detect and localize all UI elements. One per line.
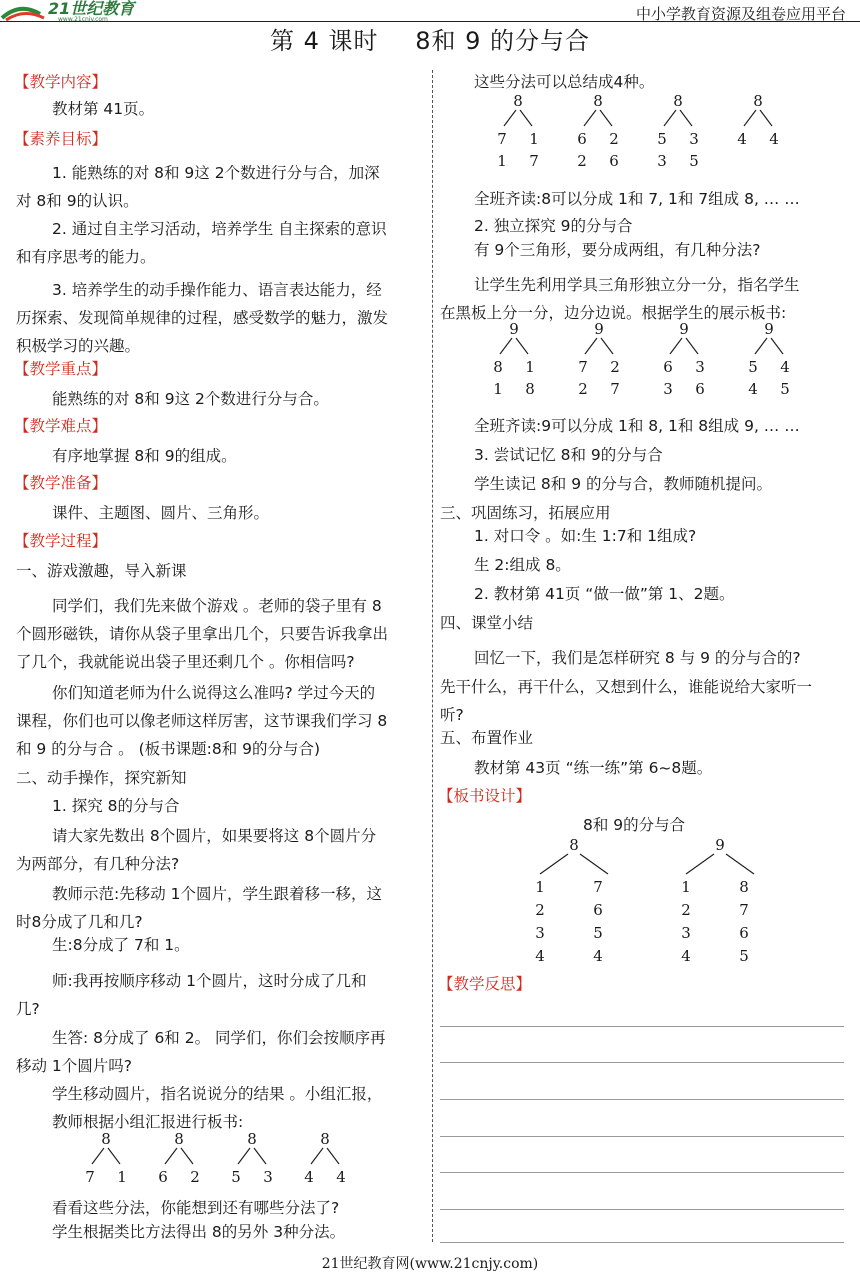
p2-e-line-2: 移动 1个圆片吗?: [16, 1057, 133, 1075]
tree-part-number: 2: [578, 380, 588, 398]
section-process: 【教学过程】: [14, 532, 108, 550]
tree-top-number: 8: [753, 94, 763, 110]
tree-part-number: 4: [769, 130, 779, 148]
tree-part-number: 1: [493, 380, 503, 398]
platform-name: 中小学教育资源及组卷应用平台: [635, 5, 846, 23]
tree-part-number: 5: [780, 380, 790, 398]
nine-split-diagram: [490, 322, 800, 402]
tree-branch: [181, 1148, 193, 1164]
header-rule: [0, 21, 860, 22]
goal-2-line-1: 2. 通过自主学习活动，培养学生 自主探索的意识: [52, 220, 387, 238]
lesson-number: 第 4 课时: [270, 27, 379, 55]
tree-part-number: 5: [657, 130, 667, 148]
page-title: [0, 26, 860, 56]
tree-part-number: 3: [263, 1168, 273, 1186]
r-summary-q-line-1: 回忆一下，我们是怎样研究 8 与 9 的分与合的?: [474, 649, 801, 667]
board-title: 8和 9的分与合: [583, 816, 686, 834]
r-step-2: 2. 独立探究 9的分与合: [474, 217, 633, 235]
board-left-number: 3: [535, 924, 545, 942]
r-read-9: 全班齐读:9可以分成 1和 8, 1和 8组成 9, … …: [474, 417, 800, 435]
tree-branch: [580, 854, 608, 874]
p1-a-line-1: 同学们，我们先来做个游戏 。老师的袋子里有 8: [52, 597, 382, 615]
tree-part-number: 6: [577, 130, 587, 148]
tree-branch: [755, 338, 767, 354]
reflection-line: [440, 1062, 844, 1063]
tree-top-number: 8: [513, 94, 523, 110]
tree-part-number: 4: [336, 1168, 346, 1186]
r-drill-1: 1. 对口令 。如:生 1:7和 1组成?: [474, 527, 697, 545]
board-right-number: 4: [593, 947, 603, 965]
tree-branch: [238, 1148, 250, 1164]
tree-part-number: 5: [231, 1168, 241, 1186]
tree-part-number: 1: [117, 1168, 127, 1186]
tree-branch: [516, 338, 528, 354]
p2-g-line: 看看这些分法，你能想到还有哪些分法了?: [52, 1199, 340, 1217]
tree-part-number: 3: [663, 380, 673, 398]
tree-part-number: 8: [493, 358, 503, 376]
tree-top-number: 8: [101, 1132, 111, 1148]
tree-top-number: 8: [593, 94, 603, 110]
difficulty-text: 有序地掌握 8和 9的组成。: [52, 447, 237, 465]
tree-part-number: 7: [610, 380, 620, 398]
tree-part-number: 4: [304, 1168, 314, 1186]
p1-b-line-1: 你们知道老师为什么说得这么准吗? 学过今天的: [52, 684, 376, 702]
p2-subheading: 1. 探究 8的分与合: [52, 797, 180, 815]
logo-text: 21世纪教育: [48, 0, 135, 18]
section-difficulty: 【教学难点】: [14, 417, 108, 435]
tree-top-number: 8: [247, 1132, 257, 1148]
board-left-number: 1: [535, 878, 545, 896]
tree-branch: [744, 110, 756, 126]
tree-branch: [108, 1148, 120, 1164]
tree-part-number: 5: [748, 358, 758, 376]
goal-3-line-3: 积极学习的兴趣。: [16, 337, 141, 355]
eight-split-diagram: [494, 94, 794, 176]
board-left-number: 3: [681, 924, 691, 942]
goal-2-line-2: 和有序思考的能力。: [16, 248, 156, 266]
tree-part-number: 6: [663, 358, 673, 376]
section-reflection: 【教学反思】: [438, 975, 532, 993]
goal-1-line-1: 1. 能熟练的对 8和 9这 2个数进行分与合，加深: [52, 164, 380, 182]
goal-3-line-2: 历探索、发现简单规律的过程，感受数学的魅力，激发: [16, 309, 389, 327]
tree-top-number: 9: [764, 322, 774, 338]
r-memorize: 学生读记 8和 9 的分与合，教师随机提问。: [474, 475, 773, 493]
reflection-line: [440, 1136, 844, 1137]
r-read-8: 全班齐读:8可以分成 1和 7, 1和 7组成 8, … …: [474, 190, 800, 208]
logo-url: www.21cnjy.com: [58, 16, 108, 22]
tree-part-number: 2: [190, 1168, 200, 1186]
p2-a-line-2: 为两部分，有几种分法?: [16, 855, 180, 873]
column-divider: [432, 70, 433, 1242]
p2-h-line: 学生根据类比方法得出 8的另外 3种分法。: [52, 1223, 346, 1241]
tree-top-number: 9: [594, 322, 604, 338]
tree-part-number: 4: [780, 358, 790, 376]
r-summary-q-line-3: 听?: [440, 706, 464, 724]
tree-top-number: 8: [673, 94, 683, 110]
reflection-line: [440, 1172, 844, 1173]
tree-part-number: 5: [689, 152, 699, 170]
p2-d-line-1: 师:我再按顺序移动 1个圆片，这时分成了几和: [52, 972, 367, 990]
tree-branch: [601, 338, 613, 354]
part-3-heading: 三、巩固练习，拓展应用: [440, 504, 611, 522]
p2-f-line-1: 学生移动圆片，指名说说分的结果 。小组汇报，: [52, 1085, 383, 1103]
tree-branch: [311, 1148, 323, 1164]
p2-d-line-2: 几?: [16, 1000, 40, 1018]
r-text-5-line-1: 让学生先利用学具三角形独立分一分，指名学生: [474, 276, 800, 294]
board-top-number: 9: [715, 836, 725, 854]
part-1-heading: 一、游戏激趣，导入新课: [16, 562, 187, 580]
p2-e-line-1: 生答: 8分成了 6和 2。 同学们，你们会按顺序再: [52, 1029, 386, 1047]
board-eight-tree: [520, 836, 630, 966]
tree-part-number: 3: [657, 152, 667, 170]
reflection-line: [440, 1026, 844, 1027]
section-board: 【板书设计】: [438, 787, 532, 805]
tree-part-number: 7: [497, 130, 507, 148]
board-left-number: 4: [681, 947, 691, 965]
tree-part-number: 6: [609, 152, 619, 170]
tree-part-number: 7: [85, 1168, 95, 1186]
p1-b-line-2: 课程，你们也可以像老师这样厉害，这节课我们学习 8: [16, 712, 388, 730]
tree-branch: [254, 1148, 266, 1164]
prep-text: 课件、主题图、圆片、三角形。: [52, 504, 270, 522]
tree-branch: [540, 854, 568, 874]
p2-f-line-2: 教师根据小组汇报进行板书:: [52, 1113, 244, 1131]
p2-c-line: 生:8分成了 7和 1。: [52, 936, 190, 954]
tree-part-number: 1: [529, 130, 539, 148]
board-nine-tree: [666, 836, 776, 966]
board-top-number: 8: [569, 836, 579, 854]
p2-b-line-1: 教师示范:先移动 1个圆片，学生跟着移一移，这: [52, 885, 383, 903]
tree-branch: [500, 338, 512, 354]
board-left-number: 2: [535, 901, 545, 919]
part-2-heading: 二、动手操作，探究新知: [16, 769, 187, 787]
r-summary-q-line-2: 先干什么，再干什么，又想到什么，谁能说给大家听一: [440, 678, 813, 696]
tree-part-number: 2: [609, 130, 619, 148]
p1-b-line-3: 和 9 的分与合 。 (板书课题:8和 9的分与合): [16, 740, 321, 758]
r-homework: 教材第 43页 “练一练”第 6~8题。: [474, 759, 713, 777]
board-right-number: 7: [739, 901, 749, 919]
board-left-number: 1: [681, 878, 691, 896]
reflection-line: [440, 1242, 844, 1243]
tree-part-number: 6: [695, 380, 705, 398]
lesson-topic: 8和 9 的分与合: [415, 27, 590, 55]
tree-branch: [327, 1148, 339, 1164]
tree-top-number: 9: [679, 322, 689, 338]
goal-1-line-2: 对 8和 9的认识。: [16, 192, 139, 210]
tree-part-number: 7: [578, 358, 588, 376]
tree-part-number: 4: [737, 130, 747, 148]
tree-top-number: 9: [509, 322, 519, 338]
section-prep: 【教学准备】: [14, 474, 108, 492]
tree-branch: [771, 338, 783, 354]
tree-branch: [760, 110, 772, 126]
key-text: 能熟练的对 8和 9这 2个数进行分与合。: [52, 390, 329, 408]
board-left-number: 2: [681, 901, 691, 919]
tree-part-number: 8: [525, 380, 535, 398]
section-content: 【教学内容】: [14, 73, 108, 91]
tree-branch: [670, 338, 682, 354]
r-exercise: 2. 教材第 41页 “做一做”第 1、2题。: [474, 585, 735, 603]
r-text-5-line-2: 在黑板上分一分，边分边说。根据学生的展示板书:: [440, 304, 787, 322]
tree-part-number: 2: [577, 152, 587, 170]
p1-a-line-2: 个圆形磁铁，请你从袋子里拿出几个，只要告诉我拿出: [16, 625, 389, 643]
board-right-number: 5: [593, 924, 603, 942]
tree-branch: [165, 1148, 177, 1164]
tree-part-number: 4: [748, 380, 758, 398]
tree-branch: [664, 110, 676, 126]
board-left-number: 4: [535, 947, 545, 965]
site-logo: [0, 0, 200, 22]
reflection-line: [440, 1209, 844, 1210]
p2-b-line-2: 时8分成了几和几?: [16, 913, 143, 931]
r-drill-2: 生 2:组成 8。: [474, 556, 571, 574]
tree-branch: [680, 110, 692, 126]
board-right-number: 6: [739, 924, 749, 942]
tree-part-number: 3: [689, 130, 699, 148]
tree-branch: [584, 110, 596, 126]
tree-part-number: 7: [529, 152, 539, 170]
board-right-number: 7: [593, 878, 603, 896]
reflection-line: [440, 1099, 844, 1100]
tree-part-number: 2: [610, 358, 620, 376]
r-step-3: 3. 尝试记忆 8和 9的分与合: [474, 446, 663, 464]
part-5-heading: 五、布置作业: [440, 729, 534, 747]
tree-top-number: 8: [320, 1132, 330, 1148]
board-right-number: 8: [739, 878, 749, 896]
content-text: 教材第 41页。: [52, 100, 155, 118]
tree-branch: [600, 110, 612, 126]
p1-a-line-3: 了几个，我就能说出袋子里还剩几个 。你相信吗?: [16, 653, 355, 671]
tree-branch: [504, 110, 516, 126]
section-key: 【教学重点】: [14, 360, 108, 378]
tree-part-number: 6: [158, 1168, 168, 1186]
tree-part-number: 1: [497, 152, 507, 170]
r-summary-line: 这些分法可以总结成4种。: [474, 73, 655, 91]
page-footer: 21世纪教育网(www.21cnjy.com): [321, 1256, 539, 1272]
r-question-9: 有 9个三角形，要分成两组，有几种分法?: [474, 241, 761, 259]
tree-part-number: 1: [525, 358, 535, 376]
tree-branch: [686, 338, 698, 354]
tree-branch: [585, 338, 597, 354]
eight-split-diagram-small: [82, 1132, 362, 1188]
board-right-number: 5: [739, 947, 749, 965]
tree-branch: [686, 854, 714, 874]
board-right-number: 6: [593, 901, 603, 919]
tree-branch: [92, 1148, 104, 1164]
p2-a-line-1: 请大家先数出 8个圆片，如果要将这 8个圆片分: [52, 827, 377, 845]
part-4-heading: 四、课堂小结: [440, 614, 534, 632]
tree-branch: [726, 854, 754, 874]
tree-top-number: 8: [174, 1132, 184, 1148]
goal-3-line-1: 3. 培养学生的动手操作能力、语言表达能力，经: [52, 281, 382, 299]
tree-part-number: 3: [695, 358, 705, 376]
tree-branch: [520, 110, 532, 126]
section-goal: 【素养目标】: [14, 130, 108, 148]
